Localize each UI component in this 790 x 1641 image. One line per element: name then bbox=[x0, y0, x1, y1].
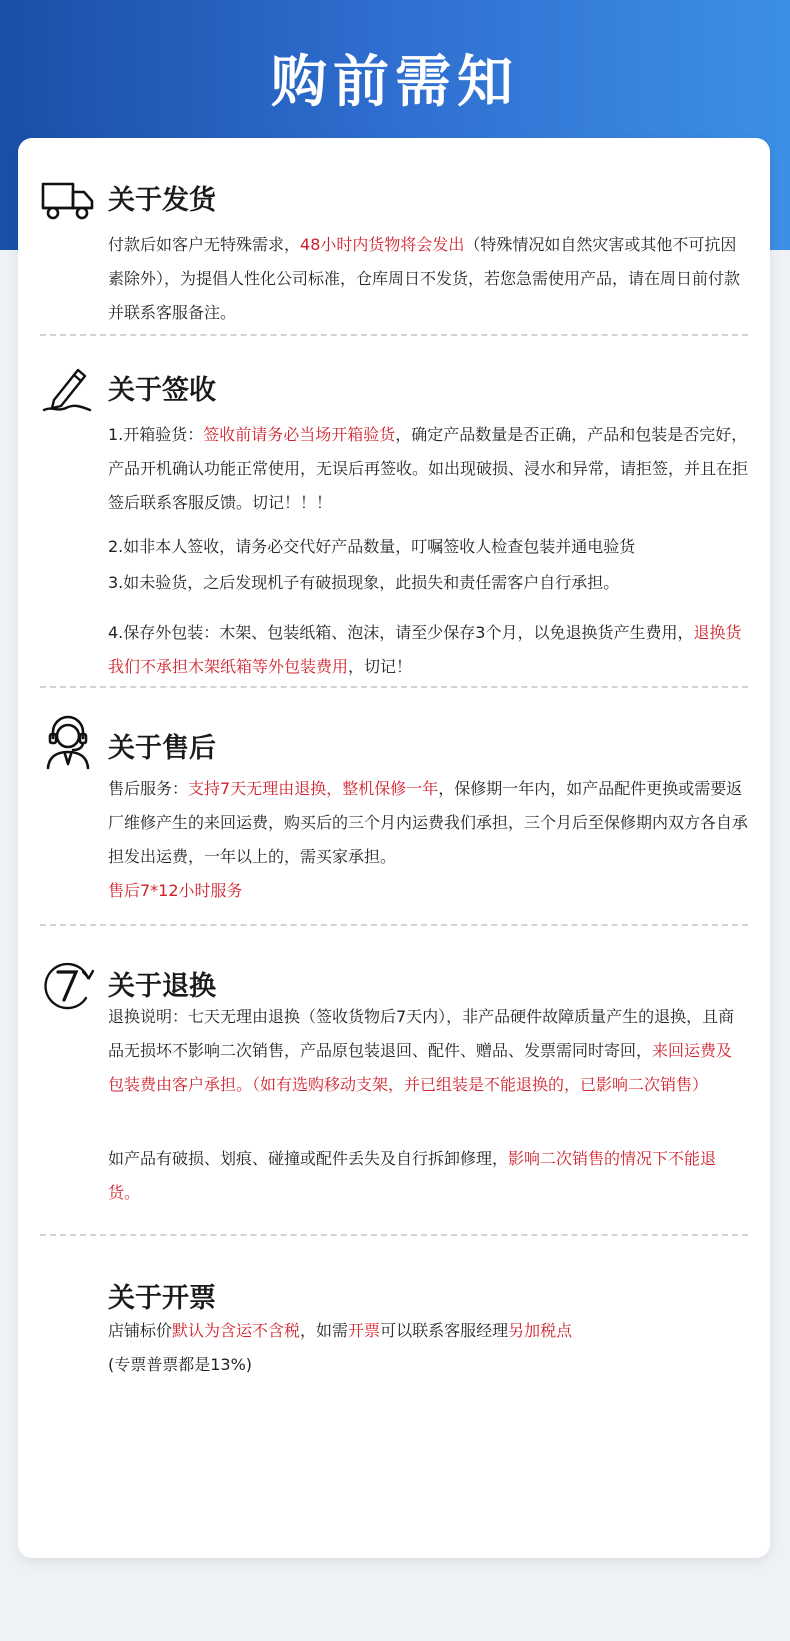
receipt-paragraph-4 bbox=[108, 616, 748, 684]
highlight-text: 来回运费及包装费由客户承担。（如有选购移动支架，并已组装是不能退换的，已影响二次销售） bbox=[108, 1041, 733, 1094]
receipt-paragraph-1 bbox=[108, 418, 748, 520]
invoice-paragraph-1 bbox=[108, 1314, 748, 1348]
shipping-paragraph bbox=[108, 228, 748, 330]
divider bbox=[40, 924, 748, 926]
receipt-paragraph-3: 3.如未验货，之后发现机子有破损现象，此损失和责任需客户自行承担。 bbox=[108, 573, 620, 592]
service-hours: 售后7*12小时服务 bbox=[108, 881, 243, 900]
returns-paragraph-2 bbox=[108, 1142, 748, 1210]
text-segment: ，如需 bbox=[300, 1321, 349, 1340]
highlight-text: 签收前请务必当场开箱验货 bbox=[203, 425, 396, 444]
text-segment: ，确定产品数量是否正确，产品和包装是否完好，产品开机确认功能正常使用，无误后再签收。如出现破损、浸水和异常，请拒签，并且在拒签后联系客服反馈。切记！！！ bbox=[108, 425, 749, 512]
highlight-text: 支持7天无理由退换，整机保修一年 bbox=[188, 779, 439, 798]
aftersales-paragraph bbox=[108, 772, 748, 874]
text-segment: 可以联系客服经理 bbox=[380, 1321, 509, 1340]
text-segment: 如产品有破损、划痕、碰撞或配件丢失及自行拆卸修理， bbox=[108, 1149, 509, 1168]
text-segment: 1.开箱验货： bbox=[108, 425, 204, 444]
returns-paragraph-1 bbox=[108, 1000, 748, 1102]
text-segment: 4.保存外包装：木架、包装纸箱、泡沫，请至少保存3个月，以免退换货产生费用， bbox=[108, 623, 694, 642]
section-title: 关于签收 bbox=[108, 375, 216, 406]
highlight-text: 影响二次销售的情况下不能退货。 bbox=[108, 1149, 717, 1202]
section-title: 关于退换 bbox=[108, 971, 216, 1002]
receipt-paragraph-2: 2.如非本人签收，请务必交代好产品数量，叮嘱签收人检查包装并通电验货 bbox=[108, 537, 636, 556]
text-segment: （特殊情况如自然灾害或其他不可抗因素除外），为提倡人性化公司标准，仓库周日不发货，若您急需使用产品，请在周日前付款并联系客服备注。 bbox=[108, 235, 741, 322]
headset-agent-icon bbox=[40, 714, 96, 770]
seven-day-return-icon bbox=[40, 956, 96, 1012]
text-segment: 退换说明：七天无理由退换（签收货物后7天内），非产品硬件故障质量产生的退换，且商品无损坏不影响二次销售，产品原包装退回、配件、赠品、发票需同时寄回， bbox=[108, 1007, 735, 1060]
highlight-text: 另加税点 bbox=[508, 1321, 573, 1340]
pen-sign-icon bbox=[40, 360, 96, 416]
text-segment: 店铺标价 bbox=[108, 1321, 173, 1340]
text-segment: ，保修期一年内，如产品配件更换或需要返厂维修产生的来回运费，购买后的三个月内运费我们承担，三个月后至保修期内双方各自承担发出运费，一年以上的，需买家承担。 bbox=[108, 779, 749, 866]
page-title: 购前需知 bbox=[271, 50, 519, 115]
section-title: 关于发货 bbox=[108, 185, 216, 216]
divider bbox=[40, 334, 748, 336]
text-segment: 售后服务： bbox=[108, 779, 189, 798]
text-segment: ，切记！ bbox=[348, 657, 413, 676]
section-title: 关于售后 bbox=[108, 733, 216, 764]
divider bbox=[40, 1234, 748, 1236]
highlight-text: 48小时内货物将会发出 bbox=[300, 235, 465, 254]
truck-icon bbox=[40, 172, 96, 228]
divider bbox=[40, 686, 748, 688]
invoice-paragraph-2: (专票普票都是13%) bbox=[108, 1355, 253, 1374]
highlight-text: 默认为含运不含税 bbox=[172, 1321, 301, 1340]
notice-card bbox=[18, 138, 770, 1558]
text-segment: 付款后如客户无特殊需求， bbox=[108, 235, 301, 254]
highlight-text: 开票 bbox=[348, 1321, 381, 1340]
highlight-text: 退换货我们不承担木架纸箱等外包装费用 bbox=[108, 623, 742, 676]
section-title: 关于开票 bbox=[108, 1283, 216, 1314]
